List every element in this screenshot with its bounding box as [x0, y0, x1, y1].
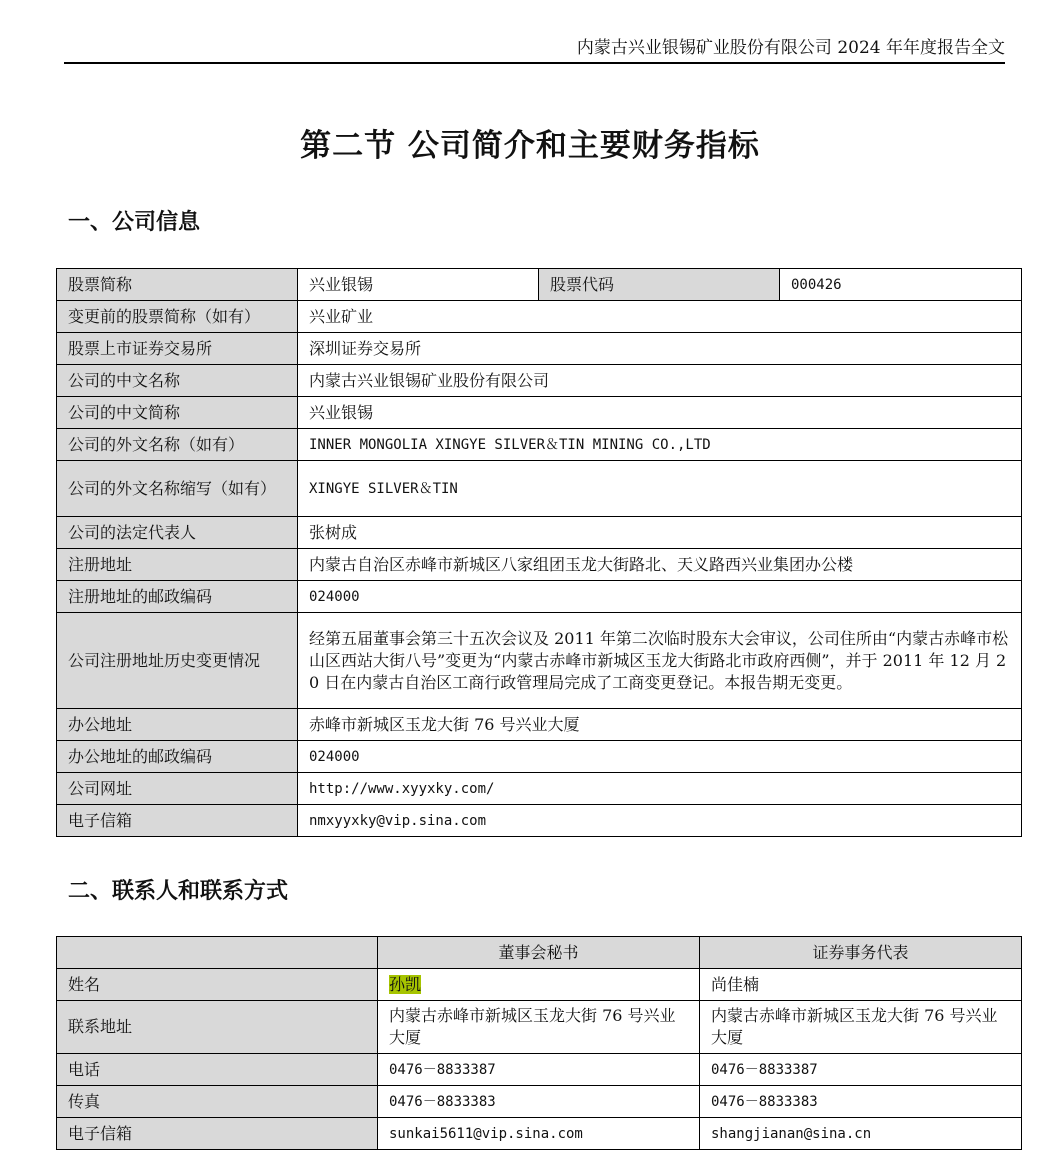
- stock-short-name-label: 股票简称: [57, 269, 298, 301]
- row-label: 注册地址: [57, 549, 298, 581]
- row-label: 办公地址的邮政编码: [57, 741, 298, 773]
- table-row: [57, 429, 1022, 461]
- row-label: 股票上市证券交易所: [57, 333, 298, 365]
- row-value: 内蒙古兴业银锡矿业股份有限公司: [298, 365, 1022, 397]
- header-empty-cell: [57, 937, 378, 969]
- representative-phone: 0476－8833387: [700, 1054, 1022, 1086]
- table-row: [57, 581, 1022, 613]
- row-label: 公司的外文名称缩写（如有）: [57, 461, 298, 517]
- table-row: [57, 1054, 1022, 1086]
- secretary-address: 内蒙古赤峰市新城区玉龙大街 76 号兴业大厦: [378, 1001, 700, 1054]
- row-value: 024000: [298, 741, 1022, 773]
- row-value: XINGYE SILVER＆TIN: [298, 461, 1022, 517]
- table-row: [57, 549, 1022, 581]
- table-row: [57, 365, 1022, 397]
- representative-name: 尚佳楠: [700, 969, 1022, 1001]
- row-value: 内蒙古自治区赤峰市新城区八家组团玉龙大街路北、天义路西兴业集团办公楼: [298, 549, 1022, 581]
- row-value: 张树成: [298, 517, 1022, 549]
- stock-short-name-value: 兴业银锡: [298, 269, 539, 301]
- company-info-table: [56, 268, 1022, 837]
- table-row: [57, 1086, 1022, 1118]
- row-value: 兴业矿业: [298, 301, 1022, 333]
- table-row: [57, 613, 1022, 709]
- company-info-heading: 一、公司信息: [68, 209, 201, 235]
- col-header-representative: 证券事务代表: [700, 937, 1022, 969]
- table-row: [57, 1118, 1022, 1150]
- contact-heading: 二、联系人和联系方式: [68, 878, 289, 904]
- row-label: 公司的中文名称: [57, 365, 298, 397]
- stock-code-label: 股票代码: [539, 269, 780, 301]
- table-row: [57, 397, 1022, 429]
- table-row: [57, 517, 1022, 549]
- contact-table: [56, 936, 1022, 1150]
- secretary-email-link[interactable]: sunkai5611@vip.sina.com: [378, 1118, 700, 1150]
- table-row: [57, 805, 1022, 837]
- company-website-link[interactable]: http://www.xyyxky.com/: [298, 773, 1022, 805]
- row-label: 办公地址: [57, 709, 298, 741]
- table-row: [57, 969, 1022, 1001]
- row-label: 公司的中文简称: [57, 397, 298, 429]
- table-row: [57, 269, 1022, 301]
- running-header-title: 内蒙古兴业银锡矿业股份有限公司 2024 年年度报告全文: [576, 38, 1005, 58]
- table-row: [57, 301, 1022, 333]
- row-value: 经第五届董事会第三十五次会议及 2011 年第二次临时股东大会审议，公司住所由“内蒙古赤峰市松山区西站大街八号”变更为“内蒙古赤峰市新城区玉龙大街路北市政府西侧”，并于 2011 年 12 月 20 日在内蒙古自治区工商行政管理局完成了工商变更登记。本报告期无变更。: [298, 613, 1022, 709]
- table-row: [57, 741, 1022, 773]
- row-label: 联系地址: [57, 1001, 378, 1054]
- section-title: 第二节 公司简介和主要财务指标: [300, 128, 760, 164]
- table-row: [57, 1001, 1022, 1054]
- stock-code-value: 000426: [780, 269, 1022, 301]
- table-header-row: [57, 937, 1022, 969]
- row-label: 注册地址的邮政编码: [57, 581, 298, 613]
- row-label: 电子信箱: [57, 805, 298, 837]
- row-value: 深圳证券交易所: [298, 333, 1022, 365]
- running-header: [64, 36, 1005, 64]
- row-value: 兴业银锡: [298, 397, 1022, 429]
- secretary-name: 孙凯: [389, 974, 422, 994]
- table-row: [57, 333, 1022, 365]
- row-label: 公司的外文名称（如有）: [57, 429, 298, 461]
- table-row: [57, 773, 1022, 805]
- representative-address: 内蒙古赤峰市新城区玉龙大街 76 号兴业大厦: [700, 1001, 1022, 1054]
- secretary-name-cell: [378, 969, 700, 1001]
- representative-fax: 0476－8833383: [700, 1086, 1022, 1118]
- col-header-secretary: 董事会秘书: [378, 937, 700, 969]
- row-label: 电子信箱: [57, 1118, 378, 1150]
- row-label: 公司的法定代表人: [57, 517, 298, 549]
- row-label: 公司注册地址历史变更情况: [57, 613, 298, 709]
- row-label: 变更前的股票简称（如有）: [57, 301, 298, 333]
- row-label: 公司网址: [57, 773, 298, 805]
- representative-email-link[interactable]: shangjianan@sina.cn: [700, 1118, 1022, 1150]
- row-value: 赤峰市新城区玉龙大街 76 号兴业大厦: [298, 709, 1022, 741]
- table-row: [57, 461, 1022, 517]
- secretary-fax: 0476－8833383: [378, 1086, 700, 1118]
- row-value: 024000: [298, 581, 1022, 613]
- row-label: 电话: [57, 1054, 378, 1086]
- table-row: [57, 709, 1022, 741]
- company-email-link[interactable]: nmxyyxky@vip.sina.com: [298, 805, 1022, 837]
- row-label: 姓名: [57, 969, 378, 1001]
- row-label: 传真: [57, 1086, 378, 1118]
- row-value: INNER MONGOLIA XINGYE SILVER＆TIN MINING CO.,LTD: [298, 429, 1022, 461]
- secretary-phone: 0476－8833387: [378, 1054, 700, 1086]
